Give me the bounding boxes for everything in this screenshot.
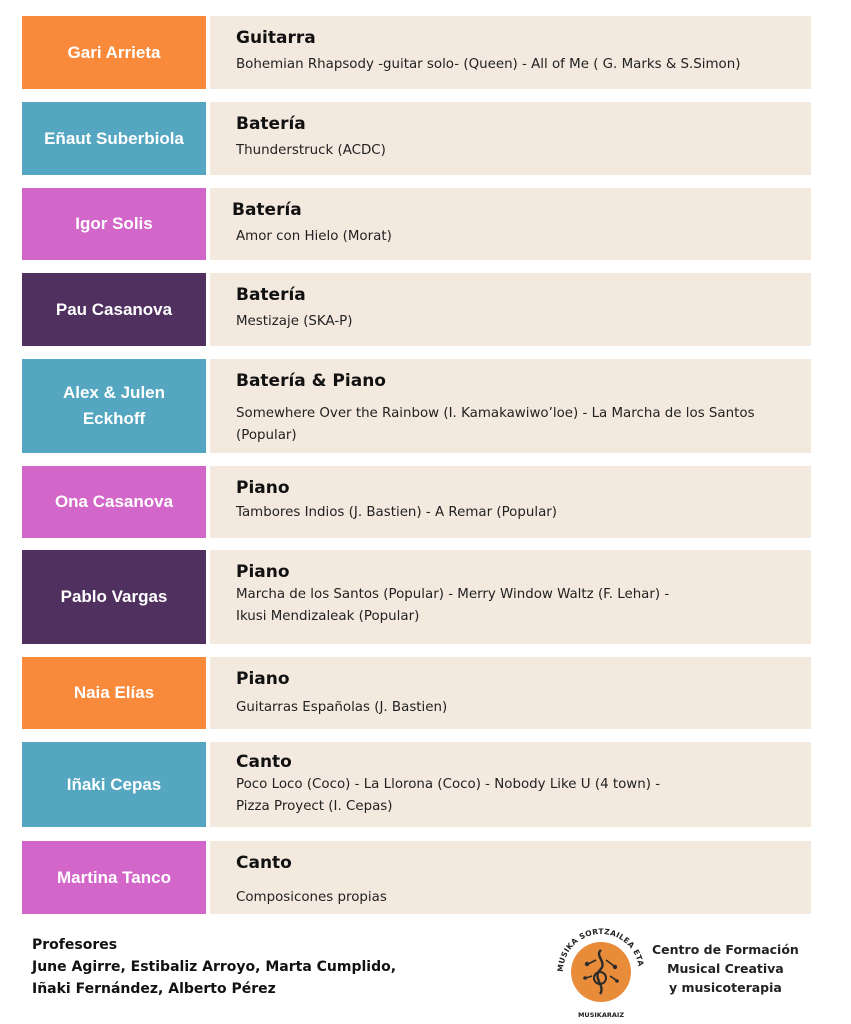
teachers-label: Profesores — [32, 937, 118, 953]
student-name: Martina Tanco — [22, 841, 206, 914]
table-row — [22, 841, 811, 914]
table-row — [22, 359, 811, 453]
student-name: Pau Casanova — [22, 273, 206, 346]
student-name: Eñaut Suberbiola — [22, 102, 206, 175]
piece-list: Composicones propias — [236, 890, 387, 905]
table-row — [22, 466, 811, 538]
instrument-title: Piano — [236, 562, 290, 582]
student-name: Gari Arrieta — [22, 16, 206, 89]
student-name: Naia Elías — [22, 657, 206, 729]
instrument-title: Canto — [236, 853, 292, 873]
school-logo — [556, 920, 646, 1020]
piece-list: Tambores Indios (J. Bastien) - A Remar (Popular) — [236, 505, 558, 520]
table-row — [22, 16, 811, 89]
table-row — [22, 188, 811, 260]
performance-details — [210, 102, 811, 175]
performance-details — [210, 841, 811, 914]
piece-list: Poco Loco (Coco) - La Llorona (Coco) - Nobody Like U (4 town) - Pizza Proyect (I. Cepas) — [236, 777, 661, 814]
school-name-line-3: y musicoterapia — [668, 980, 782, 995]
teachers-line-1: June Agirre, Estibaliz Arroyo, Marta Cumplido, — [32, 959, 397, 975]
logo-ring-text: MUSIKA SORTZAILEA ETA — [556, 926, 646, 973]
instrument-title: Guitarra — [236, 28, 316, 48]
student-name: Alex & Julen Eckhoff — [22, 359, 206, 453]
performance-details — [210, 16, 811, 89]
piece-list: Thunderstruck (ACDC) — [236, 143, 386, 158]
logo-emblem-icon — [556, 920, 646, 1020]
student-name: Pablo Vargas — [22, 550, 206, 644]
piece-list: Somewhere Over the Rainbow (I. Kamakawiwo’loe) - La Marcha de los Santos (Popular) — [236, 406, 755, 443]
teachers-block — [32, 934, 396, 1000]
piece-list: Marcha de los Santos (Popular) - Merry Window Waltz (F. Lehar) - Ikusi Mendizaleak (Popular) — [236, 587, 670, 624]
performance-details — [210, 657, 811, 729]
instrument-title: Batería — [232, 200, 302, 220]
piece-list: Bohemian Rhapsody -guitar solo- (Queen) - All of Me ( G. Marks & S.Simon) — [236, 57, 741, 72]
performance-details — [210, 466, 811, 538]
performance-details — [210, 273, 811, 346]
performance-details — [210, 742, 811, 827]
teachers-line-2: Iñaki Fernández, Alberto Pérez — [32, 981, 276, 997]
instrument-title: Batería — [236, 114, 306, 134]
performance-details — [210, 188, 811, 260]
school-name-line-1: Centro de Formación — [652, 942, 799, 957]
instrument-title: Piano — [236, 669, 290, 689]
logo-brand: MUSIKARAIZ — [577, 1011, 625, 1019]
performance-details — [210, 550, 811, 644]
performance-details — [210, 359, 811, 453]
piece-list: Mestizaje (SKA-P) — [236, 314, 353, 329]
school-name-line-2: Musical Creativa — [667, 961, 784, 976]
student-name: Ona Casanova — [22, 466, 206, 538]
table-row — [22, 742, 811, 827]
table-row — [22, 273, 811, 346]
piece-list: Amor con Hielo (Morat) — [236, 229, 392, 244]
piece-list: Guitarras Españolas (J. Bastien) — [236, 700, 448, 715]
instrument-title: Piano — [236, 478, 290, 498]
student-name: Iñaki Cepas — [22, 742, 206, 827]
school-name — [652, 940, 799, 997]
student-name: Igor Solis — [22, 188, 206, 260]
instrument-title: Batería — [236, 285, 306, 305]
table-row — [22, 657, 811, 729]
instrument-title: Canto — [236, 752, 292, 772]
table-row — [22, 550, 811, 644]
table-row — [22, 102, 811, 175]
instrument-title: Batería & Piano — [236, 371, 386, 391]
